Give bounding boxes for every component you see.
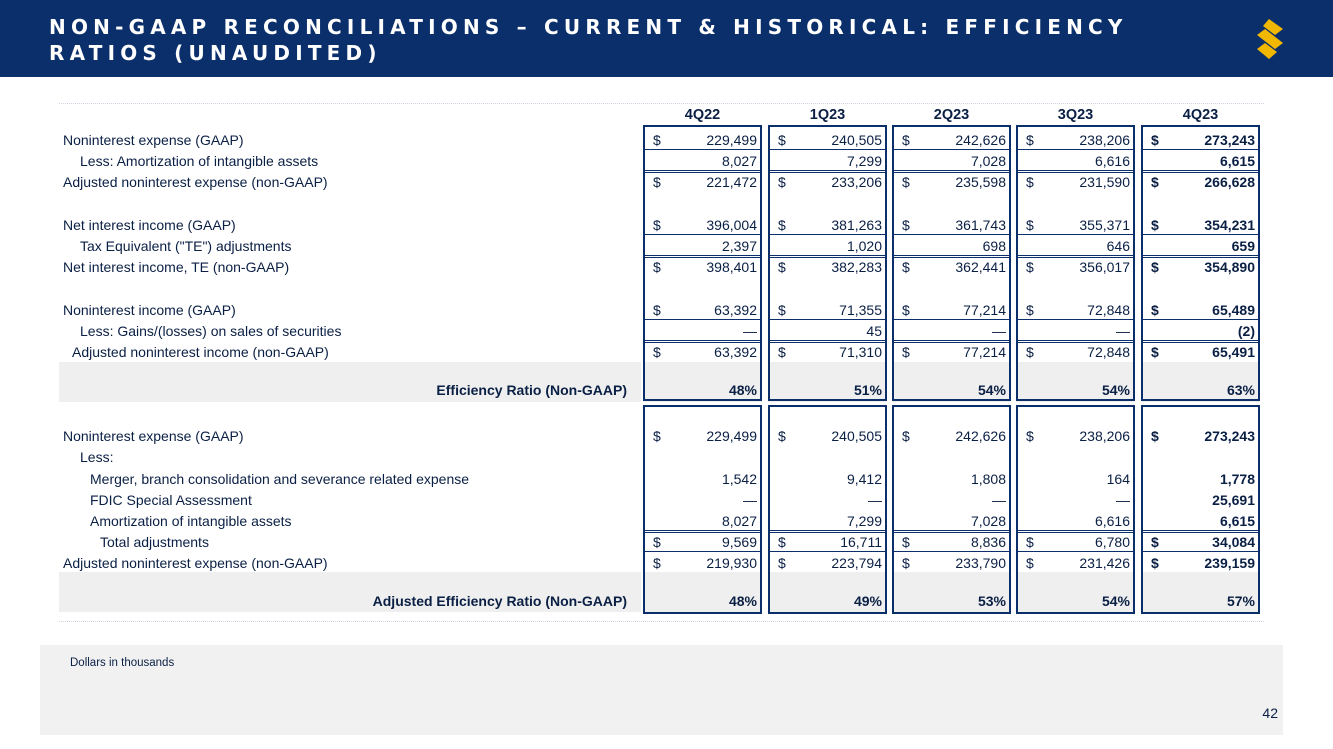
- value-cell: [768, 553, 887, 573]
- subtotal-rule: [1018, 255, 1133, 256]
- cell-value: 273,243: [1204, 132, 1255, 148]
- dollar-sign: $: [902, 217, 910, 233]
- cell-value: 57%: [1226, 593, 1255, 609]
- cell-value: 239,159: [1204, 555, 1255, 571]
- subtotal-rule: [770, 319, 885, 320]
- value-cell: [1141, 236, 1260, 256]
- value-cell: [1141, 469, 1260, 489]
- subtotal-rule: [645, 340, 760, 341]
- dollar-sign: $: [653, 217, 661, 233]
- value-cell: [1141, 130, 1260, 150]
- dollar-sign: $: [778, 428, 786, 444]
- value-cell: [892, 172, 1011, 192]
- value-cell: [643, 553, 762, 573]
- value-cell: [892, 236, 1011, 256]
- subtotal-rule: [1018, 170, 1133, 171]
- subtotal-rule: [1018, 340, 1133, 341]
- value-cell: [643, 151, 762, 171]
- cell-value: 7,028: [970, 513, 1006, 529]
- cell-value: 382,283: [831, 259, 882, 275]
- cell-value: 77,214: [963, 302, 1006, 318]
- value-cell: [1141, 380, 1260, 400]
- subtotal-rule: [1018, 530, 1133, 531]
- value-cell: [768, 511, 887, 531]
- value-cell: [892, 553, 1011, 573]
- cell-value: 9,412: [846, 471, 882, 487]
- cell-value: 65,489: [1212, 302, 1255, 318]
- row-label: Adjusted noninterest expense (non-GAAP): [63, 174, 328, 190]
- value-cell: [1141, 172, 1260, 192]
- value-cell: [643, 380, 762, 400]
- subtotal-rule: [1143, 340, 1258, 341]
- cell-value: 229,499: [706, 428, 757, 444]
- value-cell: [643, 215, 762, 235]
- cell-value: 646: [1106, 238, 1130, 254]
- value-cell: [643, 321, 762, 341]
- row-label: Less: Gains/(losses) on sales of securities: [80, 323, 342, 339]
- row-label: Noninterest expense (GAAP): [63, 132, 244, 148]
- value-cell: [1016, 447, 1135, 467]
- dollar-sign: $: [1151, 344, 1159, 360]
- value-cell: [1016, 490, 1135, 510]
- cell-value: 221,472: [706, 174, 757, 190]
- value-cell: [892, 469, 1011, 489]
- value-cell: [768, 591, 887, 611]
- cell-value: 51%: [853, 382, 882, 398]
- value-cell: [1141, 151, 1260, 171]
- dollar-sign: $: [1151, 174, 1159, 190]
- cell-value: —: [992, 492, 1006, 508]
- value-cell: [1016, 215, 1135, 235]
- value-cell: [892, 300, 1011, 320]
- subtotal-rule: [770, 530, 885, 531]
- cell-value: 6,615: [1219, 153, 1255, 169]
- subtotal-rule: [1143, 255, 1258, 256]
- footnote-text: Dollars in thousands: [70, 657, 175, 669]
- dollar-sign: $: [778, 344, 786, 360]
- subtotal-rule: [894, 319, 1009, 320]
- cell-value: 164: [1106, 471, 1130, 487]
- value-cell: [892, 490, 1011, 510]
- value-cell: [768, 426, 887, 446]
- value-cell: [643, 426, 762, 446]
- subtotal-rule: [770, 170, 885, 171]
- value-cell: [1141, 215, 1260, 235]
- cell-value: 235,598: [955, 174, 1006, 190]
- value-cell: [1141, 321, 1260, 341]
- page-number: 42: [1262, 705, 1278, 721]
- value-cell: [643, 172, 762, 192]
- value-cell: [892, 447, 1011, 467]
- subtotal-rule: [1143, 234, 1258, 235]
- dollar-sign: $: [1026, 259, 1034, 275]
- cell-value: 8,027: [721, 153, 757, 169]
- subtotal-rule: [1018, 319, 1133, 320]
- subtotal-rule: [770, 340, 885, 341]
- subtotal-rule: [645, 170, 760, 171]
- dollar-sign: $: [653, 428, 661, 444]
- subtotal-rule: [894, 234, 1009, 235]
- footnote-area: [40, 645, 1283, 735]
- value-cell: [768, 300, 887, 320]
- dollar-sign: $: [653, 344, 661, 360]
- dollar-sign: $: [1026, 428, 1034, 444]
- value-cell: [1016, 130, 1135, 150]
- value-cell: [1141, 553, 1260, 573]
- value-cell: [643, 469, 762, 489]
- value-cell: [1141, 490, 1260, 510]
- dollar-sign: $: [902, 174, 910, 190]
- cell-value: 65,491: [1212, 344, 1255, 360]
- cell-value: 355,371: [1079, 217, 1130, 233]
- cell-value: 71,310: [839, 344, 882, 360]
- row-label: Noninterest expense (GAAP): [63, 428, 244, 444]
- subtotal-rule: [645, 255, 760, 256]
- subtotal-rule: [645, 234, 760, 235]
- subtotal-rule: [1143, 551, 1258, 552]
- dollar-sign: $: [902, 534, 910, 550]
- cell-value: 7,299: [846, 513, 882, 529]
- value-cell: [892, 257, 1011, 277]
- column-header-2q23: 2Q23: [933, 107, 970, 123]
- cell-value: 223,794: [831, 555, 882, 571]
- cell-value: 7,299: [846, 153, 882, 169]
- cell-value: 72,848: [1087, 344, 1130, 360]
- value-cell: [768, 130, 887, 150]
- dollar-sign: $: [1151, 259, 1159, 275]
- cell-value: 233,790: [955, 555, 1006, 571]
- dollar-sign: $: [653, 555, 661, 571]
- dollar-sign: $: [1151, 302, 1159, 318]
- value-cell: [892, 532, 1011, 552]
- value-cell: [768, 447, 887, 467]
- row-label: Adjusted noninterest income (non-GAAP): [72, 344, 329, 360]
- value-cell: [768, 342, 887, 362]
- cell-value: —: [868, 492, 882, 508]
- cell-value: 6,616: [1094, 153, 1130, 169]
- value-cell: [768, 257, 887, 277]
- subtotal-rule: [770, 551, 885, 552]
- dollar-sign: $: [1151, 217, 1159, 233]
- cell-value: —: [1116, 492, 1130, 508]
- value-cell: [1141, 300, 1260, 320]
- row-label: Tax Equivalent ("TE") adjustments: [80, 238, 292, 254]
- dollar-sign: $: [778, 259, 786, 275]
- cell-value: 77,214: [963, 344, 1006, 360]
- value-cell: [643, 257, 762, 277]
- value-cell: [1016, 553, 1135, 573]
- value-cell: [1141, 591, 1260, 611]
- row-label: Amortization of intangible assets: [90, 513, 292, 529]
- row-label: Noninterest income (GAAP): [63, 302, 236, 318]
- cell-value: 48%: [728, 382, 757, 398]
- column-header-1q23: 1Q23: [809, 107, 846, 123]
- subtotal-rule: [770, 234, 885, 235]
- value-cell: [643, 236, 762, 256]
- value-cell: [1016, 321, 1135, 341]
- cell-value: 659: [1231, 238, 1255, 254]
- value-cell: [643, 532, 762, 552]
- cell-value: 356,017: [1079, 259, 1130, 275]
- cell-value: 48%: [728, 593, 757, 609]
- cell-value: 6,615: [1219, 513, 1255, 529]
- cell-value: —: [743, 492, 757, 508]
- value-cell: [892, 511, 1011, 531]
- dollar-sign: $: [1151, 534, 1159, 550]
- row-label: Merger, branch consolidation and severance related expense: [90, 471, 470, 487]
- value-cell: [1141, 532, 1260, 552]
- dollar-sign: $: [902, 428, 910, 444]
- column-header-4q23: 4Q23: [1182, 107, 1219, 123]
- value-cell: [1141, 426, 1260, 446]
- value-cell: [643, 447, 762, 467]
- cell-value: 273,243: [1204, 428, 1255, 444]
- value-cell: [1141, 257, 1260, 277]
- value-cell: [643, 511, 762, 531]
- cell-value: 240,505: [831, 132, 882, 148]
- subtotal-rule: [1143, 149, 1258, 150]
- value-cell: [1016, 172, 1135, 192]
- cell-value: 63,392: [714, 302, 757, 318]
- subtotal-rule: [645, 319, 760, 320]
- value-cell: [768, 215, 887, 235]
- cell-value: 242,626: [955, 428, 1006, 444]
- guide-line: [59, 103, 1264, 104]
- cell-value: 34,084: [1212, 534, 1255, 550]
- cell-value: —: [1116, 323, 1130, 339]
- value-cell: [643, 490, 762, 510]
- subtotal-rule: [645, 149, 760, 150]
- cell-value: 381,263: [831, 217, 882, 233]
- row-label: Less:: [80, 449, 114, 465]
- subtotal-rule: [1143, 319, 1258, 320]
- cell-value: 233,206: [831, 174, 882, 190]
- cell-value: 238,206: [1079, 132, 1130, 148]
- dollar-sign: $: [902, 259, 910, 275]
- row-label: FDIC Special Assessment: [90, 492, 252, 508]
- cell-value: 54%: [977, 382, 1006, 398]
- cell-value: 72,848: [1087, 302, 1130, 318]
- cell-value: 54%: [1101, 382, 1130, 398]
- value-cell: [1016, 236, 1135, 256]
- cell-value: 1,020: [846, 238, 882, 254]
- value-cell: [1016, 591, 1135, 611]
- cell-value: 238,206: [1079, 428, 1130, 444]
- value-cell: [768, 532, 887, 552]
- dollar-sign: $: [902, 132, 910, 148]
- subtotal-rule: [645, 530, 760, 531]
- value-cell: [892, 342, 1011, 362]
- dollar-sign: $: [1026, 132, 1034, 148]
- value-cell: [1016, 342, 1135, 362]
- value-cell: [768, 490, 887, 510]
- dollar-sign: $: [653, 534, 661, 550]
- cell-value: (2): [1237, 323, 1255, 339]
- value-cell: [892, 151, 1011, 171]
- dollar-sign: $: [1026, 555, 1034, 571]
- cell-value: 240,505: [831, 428, 882, 444]
- value-cell: [643, 300, 762, 320]
- subtotal-rule: [894, 149, 1009, 150]
- value-cell: [892, 380, 1011, 400]
- value-cell: [1016, 380, 1135, 400]
- subtotal-rule: [1143, 170, 1258, 171]
- value-cell: [1016, 511, 1135, 531]
- subtotal-rule: [894, 530, 1009, 531]
- dollar-sign: $: [1026, 302, 1034, 318]
- subtotal-rule: [894, 255, 1009, 256]
- cell-value: 354,231: [1204, 217, 1255, 233]
- cell-value: 1,542: [721, 471, 757, 487]
- value-cell: [1016, 469, 1135, 489]
- column-header-3q23: 3Q23: [1057, 107, 1094, 123]
- cell-value: 231,590: [1079, 174, 1130, 190]
- subtotal-rule: [1018, 234, 1133, 235]
- cell-value: 45: [866, 323, 882, 339]
- value-cell: [1141, 511, 1260, 531]
- value-cell: [768, 151, 887, 171]
- dollar-sign: $: [778, 555, 786, 571]
- subtotal-rule: [894, 340, 1009, 341]
- dollar-sign: $: [1026, 174, 1034, 190]
- cell-value: 16,711: [840, 534, 882, 550]
- dollar-sign: $: [902, 302, 910, 318]
- cell-value: 266,628: [1204, 174, 1255, 190]
- cell-value: 698: [982, 238, 1006, 254]
- dollar-sign: $: [653, 174, 661, 190]
- row-label: Less: Amortization of intangible assets: [80, 153, 319, 169]
- cell-value: 362,441: [955, 259, 1006, 275]
- cell-value: 396,004: [706, 217, 757, 233]
- cell-value: 242,626: [955, 132, 1006, 148]
- cell-value: 354,890: [1204, 259, 1255, 275]
- row-label: Total adjustments: [100, 534, 209, 550]
- cell-value: 229,499: [706, 132, 757, 148]
- cell-value: 6,780: [1094, 534, 1130, 550]
- row-label: Adjusted noninterest expense (non-GAAP): [63, 555, 328, 571]
- value-cell: [768, 469, 887, 489]
- cell-value: 63%: [1226, 382, 1255, 398]
- dollar-sign: $: [1151, 132, 1159, 148]
- row-label: Net interest income, TE (non-GAAP): [63, 259, 290, 275]
- cell-value: 63,392: [714, 344, 757, 360]
- value-cell: [892, 426, 1011, 446]
- cell-value: 2,397: [721, 238, 757, 254]
- cell-value: 25,691: [1212, 492, 1255, 508]
- cell-value: 9,569: [721, 534, 757, 550]
- value-cell: [892, 321, 1011, 341]
- cell-value: 7,028: [970, 153, 1006, 169]
- subtotal-rule: [1143, 530, 1258, 531]
- row-label: Efficiency Ratio (Non-GAAP): [436, 382, 627, 398]
- dollar-sign: $: [902, 555, 910, 571]
- value-cell: [892, 215, 1011, 235]
- value-cell: [892, 130, 1011, 150]
- value-cell: [1016, 532, 1135, 552]
- cell-value: 219,930: [706, 555, 757, 571]
- dollar-sign: $: [1026, 344, 1034, 360]
- row-label: Adjusted Efficiency Ratio (Non-GAAP): [372, 593, 627, 609]
- dollar-sign: $: [1151, 428, 1159, 444]
- cell-value: 54%: [1101, 593, 1130, 609]
- cell-value: 398,401: [706, 259, 757, 275]
- dollar-sign: $: [778, 534, 786, 550]
- column-header-4q22: 4Q22: [684, 107, 721, 123]
- subtotal-rule: [1018, 149, 1133, 150]
- cell-value: —: [743, 323, 757, 339]
- cell-value: 1,808: [970, 471, 1006, 487]
- value-cell: [643, 342, 762, 362]
- value-cell: [768, 380, 887, 400]
- dollar-sign: $: [653, 302, 661, 318]
- cell-value: 361,743: [955, 217, 1006, 233]
- value-cell: [768, 321, 887, 341]
- dollar-sign: $: [1026, 217, 1034, 233]
- value-cell: [1141, 447, 1260, 467]
- value-cell: [1016, 300, 1135, 320]
- value-cell: [1016, 426, 1135, 446]
- value-cell: [1141, 342, 1260, 362]
- dollar-sign: $: [653, 132, 661, 148]
- cell-value: 8,027: [721, 513, 757, 529]
- subtotal-rule: [894, 170, 1009, 171]
- value-cell: [643, 591, 762, 611]
- value-cell: [768, 236, 887, 256]
- row-label: Net interest income (GAAP): [63, 217, 236, 233]
- dollar-sign: $: [1026, 534, 1034, 550]
- subtotal-rule: [770, 149, 885, 150]
- value-cell: [768, 172, 887, 192]
- dollar-sign: $: [778, 302, 786, 318]
- cell-value: 6,616: [1094, 513, 1130, 529]
- subtotal-rule: [894, 551, 1009, 552]
- value-cell: [643, 130, 762, 150]
- cell-value: 53%: [977, 593, 1006, 609]
- cell-value: 231,426: [1079, 555, 1130, 571]
- page-title: NON-GAAP RECONCILIATIONS – CURRENT & HISTORICAL: EFFICIENCY RATIOS (UNAUDITED): [49, 15, 1128, 65]
- dollar-sign: $: [902, 344, 910, 360]
- dollar-sign: $: [778, 132, 786, 148]
- subtotal-rule: [645, 551, 760, 552]
- cell-value: 8,836: [970, 534, 1006, 550]
- dollar-sign: $: [1151, 555, 1159, 571]
- value-cell: [1016, 151, 1135, 171]
- dollar-sign: $: [778, 217, 786, 233]
- guide-line: [59, 621, 1264, 622]
- cell-value: 49%: [853, 593, 882, 609]
- cell-value: 71,355: [839, 302, 882, 318]
- subtotal-rule: [1018, 551, 1133, 552]
- cell-value: 1,778: [1219, 471, 1255, 487]
- value-cell: [1016, 257, 1135, 277]
- dollar-sign: $: [653, 259, 661, 275]
- dollar-sign: $: [778, 174, 786, 190]
- subtotal-rule: [770, 255, 885, 256]
- value-cell: [892, 591, 1011, 611]
- cell-value: —: [992, 323, 1006, 339]
